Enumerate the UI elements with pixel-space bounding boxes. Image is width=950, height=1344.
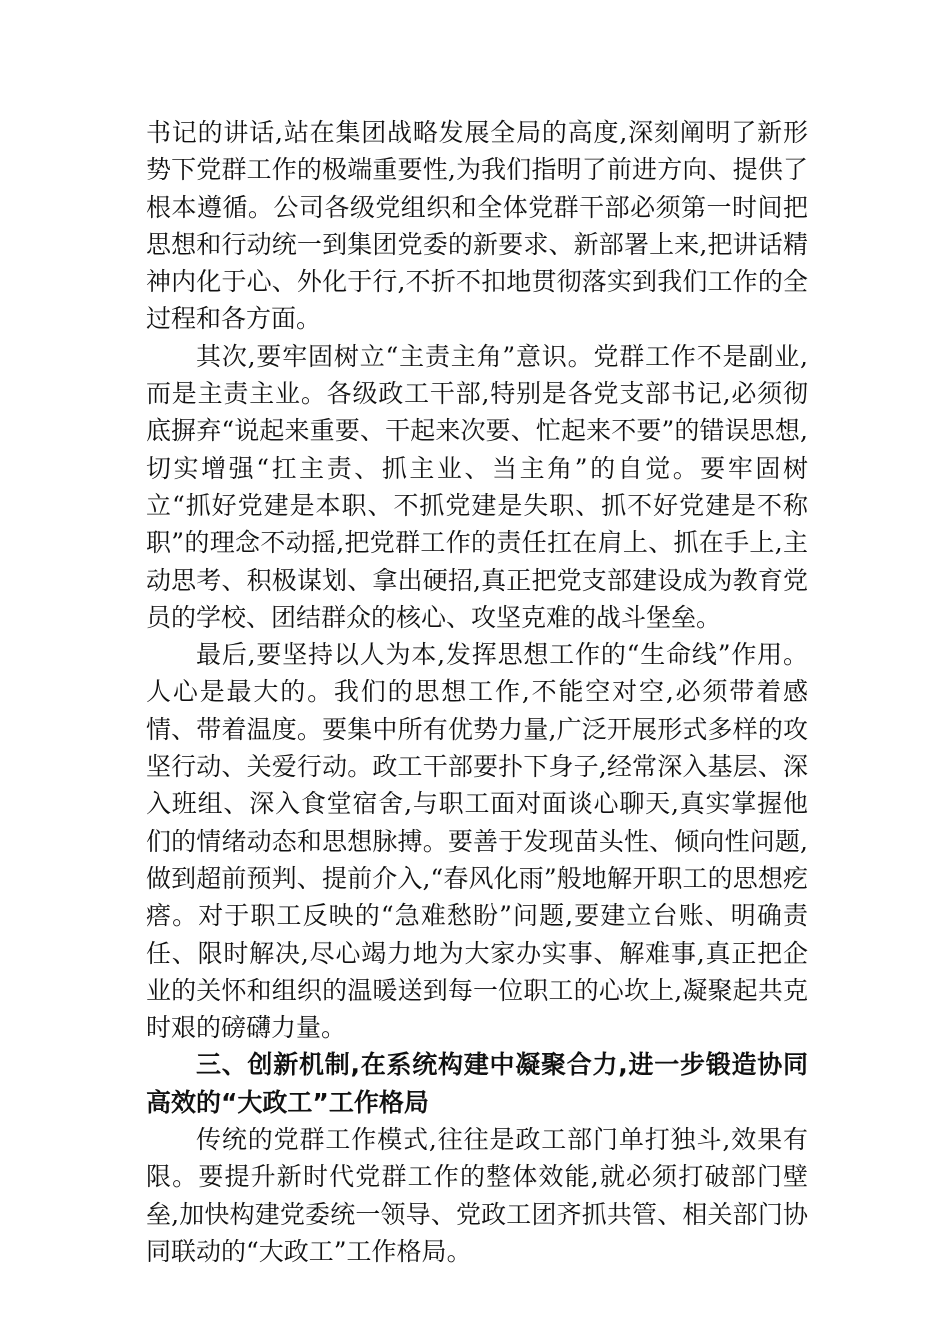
paragraph-last: 最后,要坚持以人为本,发挥思想工作的“生命线”作用。人心是最大的。我们的思想工作,不能空对空,必须带着感情、带着温度。要集中所有优势力量,广泛开展形式多样的攻坚行动、关爱行动。政工干部要扑下身子,经常深入基层、深入班组、深入食堂宿舍,与职工面对面谈心聊天,真实掌握他们的情绪动态和思想脉搏。要善于发现苗头性、倾向性问题,做到超前预判、提前介入,“春风化雨”般地解开职工的思想疙瘩。对于职工反映的“急难愁盼”问题,要建立台账、明确责任、限时解决,尽心竭力地为大家办实事、解难事,真正把企业的关怀和组织的温暖送到每一位职工的心坎上,凝聚起共克时艰的磅礴力量。 — [146, 640, 808, 1043]
section-heading-3: 三、创新机制,在系统构建中凝聚合力,进一步锻造协同高效的“大政工”工作格局 — [146, 1050, 808, 1117]
document-body — [146, 114, 808, 1270]
paragraph-second: 其次,要牢固树立“主责主角”意识。党群工作不是副业,而是主责主业。各级政工干部,特别是各党支部书记,必须彻底摒弃“说起来重要、干起来次要、忙起来不要”的错误思想,切实增强“扛主责、抓主业、当主角”的自觉。要牢固树立“抓好党建是本职、不抓党建是失职、抓不好党建是不称职”的理念不动摇,把党群工作的责任扛在肩上、抓在手上,主动思考、积极谋划、拿出硬招,真正把党支部建设成为教育党员的学校、团结群众的核心、攻坚克难的战斗堡垒。 — [146, 341, 808, 632]
paragraph-continuation: 书记的讲话,站在集团战略发展全局的高度,深刻阐明了新形势下党群工作的极端重要性,为我们指明了前进方向、提供了根本遵循。公司各级党组织和全体党群干部必须第一时间把思想和行动统一到集团党委的新要求、新部署上来,把讲话精神内化于心、外化于行,不折不扣地贯彻落实到我们工作的全过程和各方面。 — [146, 118, 808, 334]
paragraph-section-3-intro: 传统的党群工作模式,往往是政工部门单打独斗,效果有限。要提升新时代党群工作的整体效能,就必须打破部门壁垒,加快构建党委统一领导、党政工团齐抓共管、相关部门协同联动的“大政工”工作格局。 — [146, 1125, 808, 1266]
